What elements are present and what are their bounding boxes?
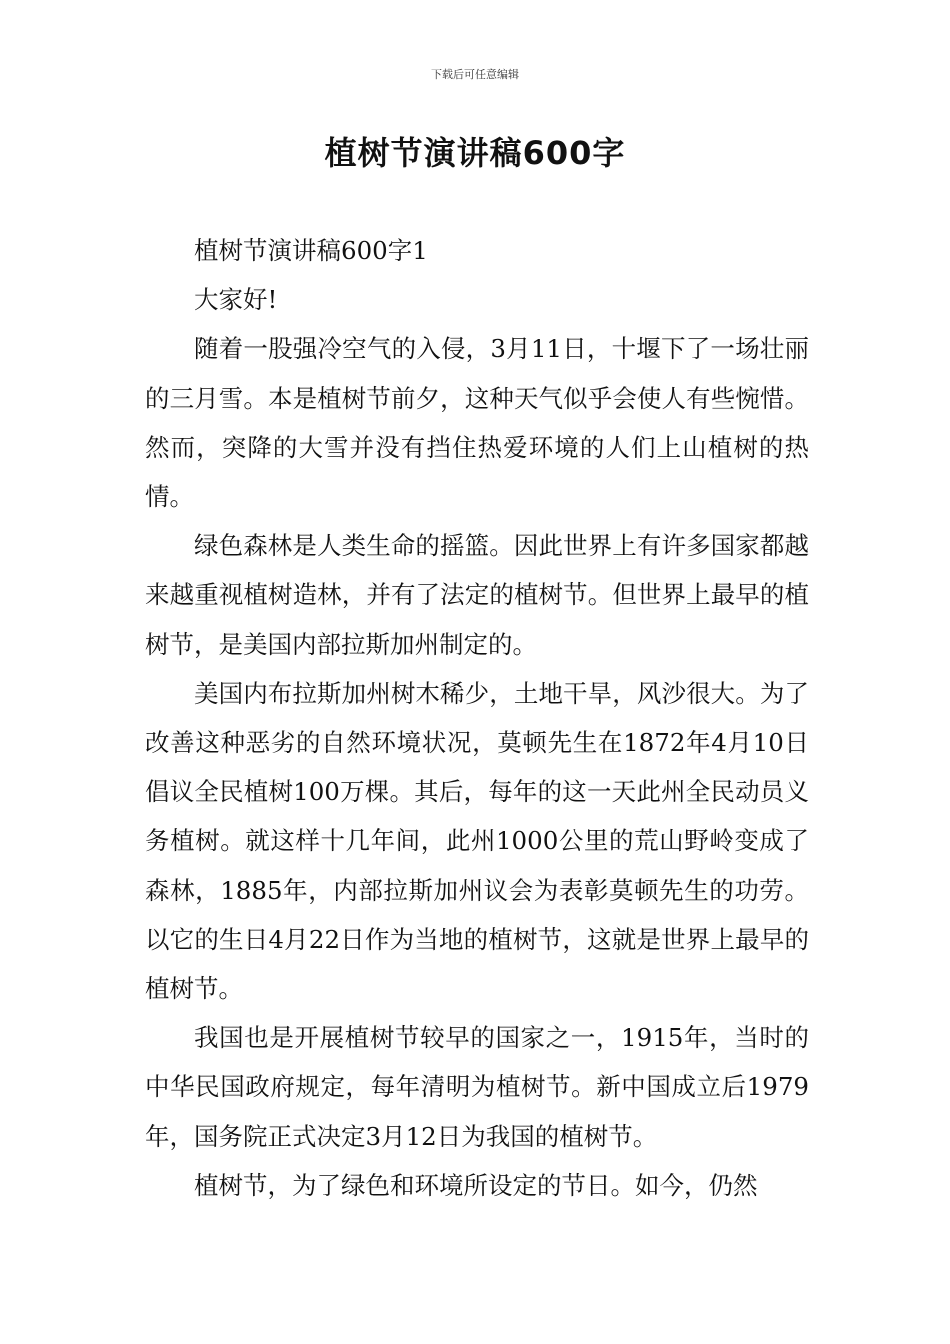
paragraph-china-arbor-day: 我国也是开展植树节较早的国家之一，1915年，当时的中华民国政府规定，每年清明为植树节。新中国成立后1979年，国务院正式决定3月12日为我国的植树节。	[145, 1023, 809, 1151]
document-title: 植树节演讲稿600字	[324, 134, 626, 172]
paragraph-march-snow: 随着一股强冷空气的入侵，3月11日，十堰下了一场壮丽的三月雪。本是植树节前夕，这种天气似乎会使人有些惋惜。然而，突降的大雪并没有挡住热爱环境的人们上山植树的热情。	[145, 334, 809, 512]
document-body	[145, 226, 809, 1210]
paragraph-subtitle: 植树节演讲稿600字1	[194, 236, 428, 265]
paragraph-greeting: 大家好!	[194, 285, 278, 315]
download-note: 下载后可任意编辑	[431, 68, 519, 81]
paragraph-green-forest: 绿色森林是人类生命的摇篮。因此世界上有许多国家都越来越重视植树造林，并有了法定的植树节。但世界上最早的植树节，是美国内部拉斯加州制定的。	[145, 531, 809, 659]
paragraph-arbor-day-today: 植树节，为了绿色和环境所设定的节日。如今，仍然	[194, 1170, 758, 1200]
paragraph-nebraska: 美国内布拉斯加州树木稀少，土地干旱，风沙很大。为了改善这种恶劣的自然环境状况，莫顿先生在1872年4月10日倡议全民植树100万棵。其后，每年的这一天此州全民动员义务植树。就这样十几年间，此州1000公里的荒山野岭变成了森林，1885年，内部拉斯加州议会为表彰莫顿先生的功劳。以它的生日4月22日作为当地的植树节，这就是世界上最早的植树节。	[145, 678, 809, 1004]
